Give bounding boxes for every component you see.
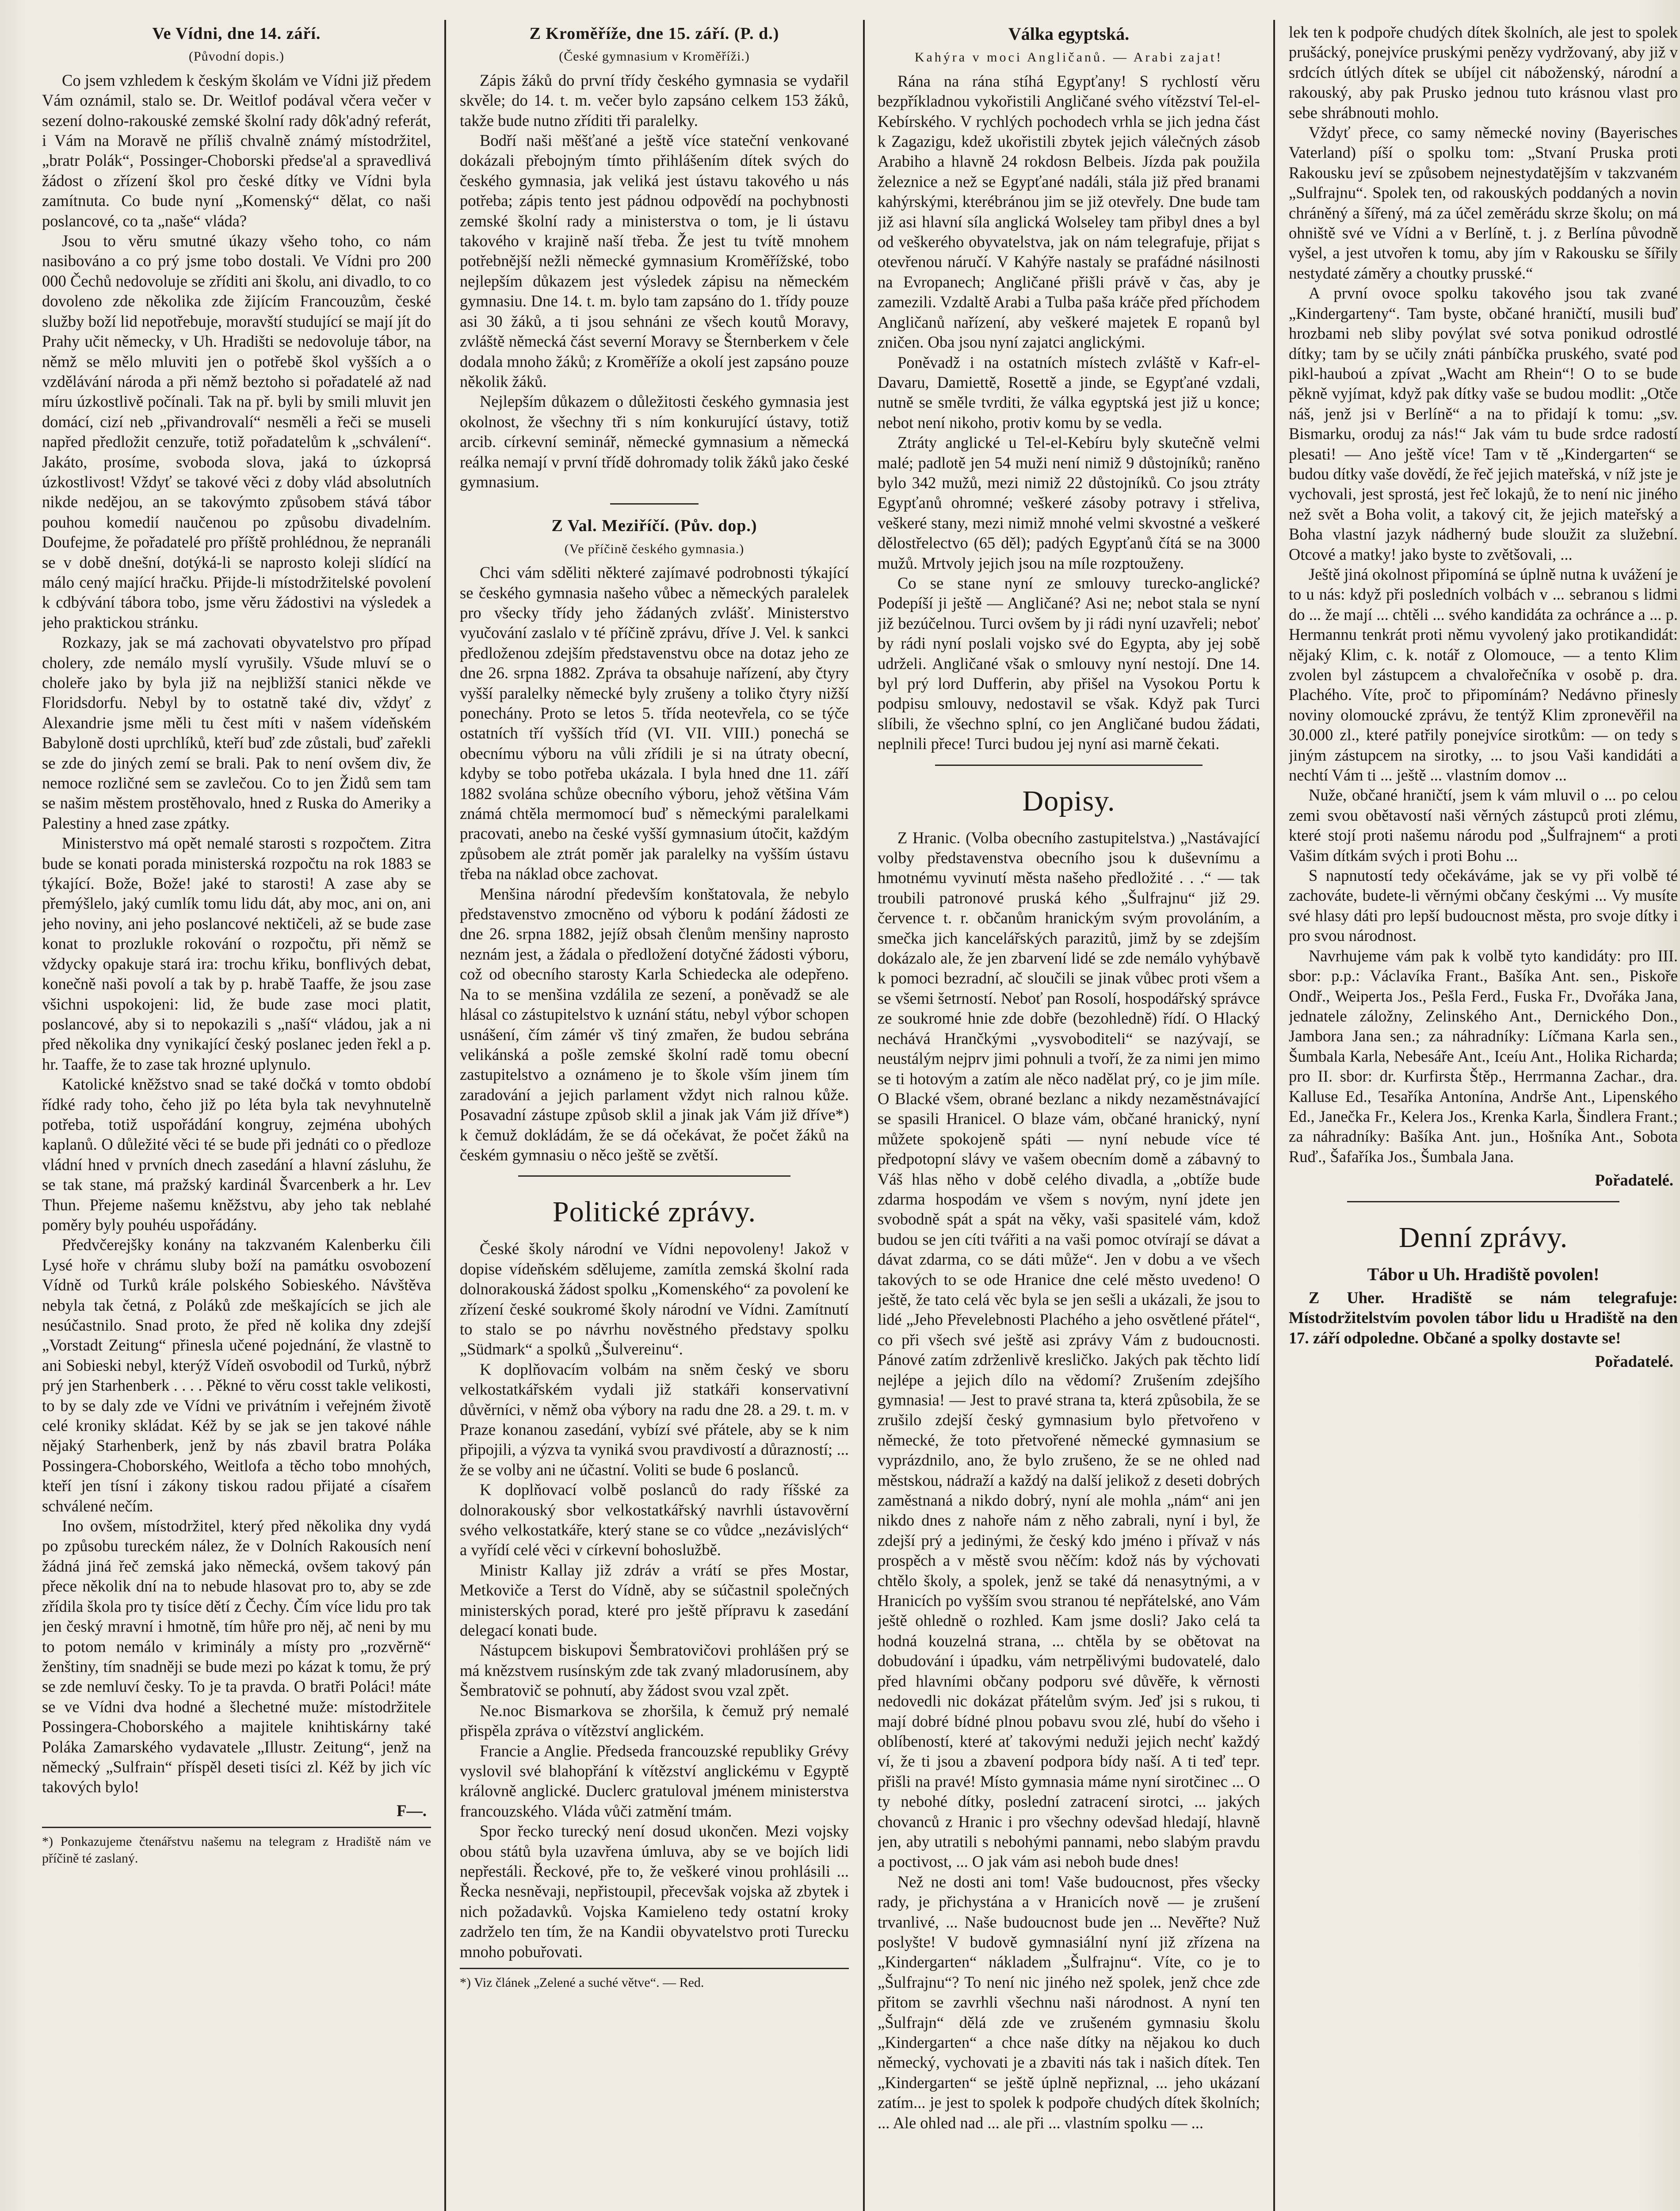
article-paragraph: lek ten k podpoře chudých dítek školních, ale jest to spolek prušácký, ponejvíce pruskými penězy vydržovaný, aby již v srdcích útlých dítek se ubíjel cit náboženský, národní a rakouský, aby pak Prusko jednou tuto krásnou vlast pro sebe shrábnouti mohlo. [1289, 23, 1678, 122]
article-paragraph: Rána na rána stíhá Egypťany! S rychlostí věru bezpříkladnou vykořistili Angličané svého vítězství Tel-el-Kebírského. V rychlých pochodech vrhla se jich jedna část k Zagazigu, kdež ukořistili zbytek jejich válečných zásob Arabiho a hlavně 24 rokdosn Belbeis. Jízda pak použila železnice a než se Egypťané nadáli, stála již před branami kahýrskými, kterébránou jim se již otevřely. Dne bude tam již asi hlavní síla anglická Wolseley tam přibyl dnes a byl od veškerého obyvatelstva, jak on nám telegrafuje, přijat s otevřenou náručí. V Kahýře nastaly se prafádné násilnosti na Evropanech; Angličané přišli právě v čas, aby je zamezili. Vzdaltě Arabi a Tulba paša kráče před příchodem Angličanů nařízení, aby veškeré majetek E ropanů byl zničen. Oba jsou nyní zajatci anglickými. [878, 72, 1260, 352]
article-subtitle: (Původní dopis.) [188, 49, 284, 64]
footnote: *) Viz článek „Zelené a suché větve“. — Red. [460, 1968, 849, 1991]
column-rule [1273, 20, 1275, 2211]
article-paragraph: Zápis žáků do první třídy českého gymnasia se vydařil skvěle; do 14. t. m. večer bylo zapsáno celkem 153 žáků, takže bude nutno zříditi tři paralelky. [460, 71, 849, 130]
article-paragraph: Bodří naši měšťané a ještě více stateční venkované dokázali přebojným tímto přihlášením dítek svých do českého gymnasia, jak veliká jest ústavu takového u nás potřeba; zápis tento jest pádnou odpovědí na pochybnosti zemské školní rady a ministerstva o tom, je li ústavu takového v krajině naší třeba. Že jest tu tvítě mnohem potřebnější nežli německé gymnasium Kroměřížské, tobo nejlepším důkazem jest výsledek zápisu na německém gymnasiu. Dne 14. t. m. bylo tam zapsáno do 1. třídy pouze asi 30 žáků, a ti jsou sehnáni ze všech koutů Moravy, zvláště německá část severní Moravy se Šternberkem v čele dodala mnoho žáků; z Kroměříže a okolí jest zapsáno pouze několik žáků. [460, 131, 849, 390]
article-paragraph: Nuže, občané hraničtí, jsem k vám mluvil o ... po celou zemi svou obětavostí naši věrných zástupců proti zlému, které stojí proti našemu národu pod „Šulfrajnem“ a proti Vašim dítkám svých i proti Bohu ... [1289, 786, 1678, 865]
article-subtitle: (Ve příčině českého gymnasia.) [564, 541, 745, 556]
news-headline: Tábor u Uh. Hradiště povolen! [1367, 1264, 1600, 1284]
column-1 [42, 22, 431, 2211]
article-paragraph: Rozkazy, jak se má zachovati obyvatelstvo pro případ cholery, zde nemálo myslí vyrušily. Všude mluví se o choleře jako by byla již na nejbližší stanici někde ve Floridsdorfu. Nebyl by to ostatně také div, vždyť z Alexandrie jsme měli tu čest míti v našem vídeňském Babyloně dosti uprchlíků, kteří buď zde zůstali, buď zařekli se zde do jiných zemí se brali. Pak to není ovšem div, že nemoce rozličné sem se zavlečou. Co to jen Židů sem tam se našim městem prostěhovalo, hned z Ruska do Ameriky a Palestiny a hned zase zpátky. [42, 633, 431, 832]
article-paragraph: S napnutostí tedy očekáváme, jak se vy při volbě té zachováte, budete-li věrnými občany českými ... Vy musíte své hlasy dáti pro lepší budoucnost města, pro svoje dítky i pro svou národnost. [1289, 866, 1678, 945]
news-item: Nástupcem biskupovi Šembratovičovi prohlášen prý se má knězstvem rusínským zde tak zvaný mladorusínem, aby Šembratovič se pohnutí, aby žádost svou vzal zpět. [460, 1641, 849, 1700]
article-signature: Pořadatelé. [1595, 1352, 1673, 1371]
article-paragraph: Nejlepším důkazem o důležitosti českého gymnasia jest okolnost, že všechny tři s ním konkurující ústavy, totiž arcib. církevní seminář, německé gymnasium a německá reálka nemají v první třídě dohromady tolik žáků jako české gymnasium. [460, 392, 849, 491]
column-3 [878, 22, 1260, 2211]
column-4 [1289, 22, 1678, 2211]
article-paragraph: Katolické kněžstvo snad se také dočká v tomto období řídké rady toho, čeho již po léta byla tak nevyhnutelně potřeba, totiž uspořádání kongruy, zejména ubohých kaplanů. O důležité věci té se bude při jednáti co o předloze vládní hned v prvních dnech zasedání a hlavní zásluhu, že se tak stane, má pražský kardinál Švarcenberk a hr. Lev Thun. Přejeme našemu kněžstvu, aby jeho tak neblahé poměry byly pouhéu uspořádány. [42, 1075, 431, 1234]
separator-rule [610, 503, 699, 505]
footnote: *) Ponkazujeme čtenářstvu našemu na telegram z Hradiště nám ve příčině té zaslaný. [42, 1827, 431, 1867]
separator-rule [1347, 1201, 1619, 1202]
section-heading: Dopisy. [1022, 784, 1115, 817]
news-item: České školy národní ve Vídni nepovoleny! Jakož v dopise vídeňském sdělujeme, zamítla zemská školní rada dolnorakouská žádost spolku „Komenského“ za povolení ke zřízení české soukromé školy národní ve Vídni. Zamítnutí to stalo se po návrhu nověstného představy spolku „Südmark“ a spolků „Šulvereinu“. [460, 1239, 849, 1358]
separator-rule [935, 765, 1203, 766]
article-signature: Pořadatelé. [1595, 1171, 1673, 1190]
telegram-text: Z Uher. Hradiště se nám telegrafuje: Místodržitelstvím povolen tábor lidu u Hradiště na den 17. září odpoledne. Občané a spolky dostavte se! [1289, 1288, 1678, 1347]
news-item: K doplňovacím volbám na sněm český ve sboru velkostatkářském vydali již statkáři konservativní důvěrníci, v němž oba výbory na radu dne 28. a 29. t. m. v Praze konanou zasedání, vybízí své přátele, aby se k nim připojili, a výzva ta vyniká svou pravdivostí a důrazností; ... že se volby ani ne účastní. Voliti se bude 6 poslanců. [460, 1360, 849, 1479]
candidate-list: Navrhujeme vám pak k volbě tyto kandidáty: pro III. sbor: p.p.: Václavíka Frant., Bašíka Ant. sen., Piskoře Ondř., Weiperta Jos., Pešla Ferd., Fuska Fr., Dvořáka Jana, jednatele záložny, Zelinského Ant., Dernického Don., Jambora Jana sen.; za náhradníky: Líčmana Karla sen., Šumbala Karla, Nebesáře Ant., Iceíu Ant., Holika Richarda; pro II. sbor: dr. Kurfirsta Štěp., Herrmanna Zachar., dra. Kalluse Ed., Tesaříka Antonína, Andrše Ant., Lipenského Ed., Janečka Fr., Kelera Jos., Krenka Karla, Šindlera Frant.; za náhradníky: Bašíka Ant. jun., Hošníka Ant., Sobota Ruď., Šafaříka Jos., Šumbala Jana. [1289, 946, 1678, 1166]
article-paragraph: Vždyť přece, co samy německé noviny (Bayerisches Vaterland) píší o spolku tom: „Stvaní Pruska proti Rakousku jeví se způsobem nejnestydatějším v takzvaném „Sulfrajnu“. Spolek ten, od rakouských poddaných a novin chráněný a šířený, má za účel zeměrádu skrze školu; on má ohniště své ve Vídni a v Berlíně, t. j. z Berlína původně vyšel, a jest utvořen k tomu, aby jím v Rakousku se šířily nestydaté záměry a choutky prusské.“ [1289, 123, 1678, 282]
article-paragraph: A první ovoce spolku takového jsou tak zvané „Kindergarteny“. Tam byste, občané hraničtí, musili buď hrozbami neb sliby povýlat své sotva ponikud odrostlé dítky; tam by se učily znáti pánbíčka pruského, svaté pod pikl-hauboú a zpívat „Wacht am Rhein“! O to se bude pěkně vyjímat, když pak dítky vaše se budou modlit: „Otče náš, jenž jsi v Berlíně“ a na to přidají k tomu: „sv. Bismarku, oroduj za nás!“ Jak vám tu bude srdce radostí plesati! — Ano ještě více! Tam v tě „Kindergarten“ se budou dítky vaše dovědí, že řeč jejich mateřská, v níž jste je vychovali, jest sprostá, jest řeč lokajů, že to není nic jiného než svět a Boha volit, a takový cit, že jejich mateřský a Boha vlastní jazyk nádherný bude sloužit za služební. Otcové a matky! jako byste to zvětšovali, ... [1289, 284, 1678, 563]
article-subtitle: Kahýra v moci Angličanů. — Arabi zajat! [914, 50, 1223, 65]
article-signature: F—. [397, 1801, 427, 1820]
news-item: Ne.noc Bismarkova se zhoršila, k čemuž prý nemalé přispěla zpráva o vítězství anglickém. [460, 1701, 849, 1740]
news-item: Ministr Kallay již zdráv a vrátí se přes Mostar, Metkoviče a Terst do Vídně, aby se súčastnil společných ministerských porad, které pro ještě přípravu k zasedání delegací konati bude. [460, 1561, 849, 1640]
news-item: Francie a Anglie. Předseda francouzské republiky Grévy vyslovil své blahopřání k vítězství anglickému v Egyptě královně anglické. Duclerc gratuloval jménem ministerstva francouzského. Vláda vůči zatmění tmám. [460, 1741, 849, 1820]
column-2 [460, 22, 849, 2211]
article-paragraph: Menšina národní především konštatovala, že nebylo představenstvo zmocněno od výboru k podání žádosti ze dne 26. srpna 1882, jejíž obsah členům menšiny naprosto neznám jest, a žádala o předložení dotyčné žádosti výboru, což od obecního starosty Karla Schiedecka ale odepřeno. Na to se menšina vzdálila ze sezení, a poněvadž se ale hlásal co zástupitelstvo k uznání státu, nebyl výbor schopen usnášení, čím zámér vš tiný zmařen, že budou sebrána velikánská a pošle zemské školní radě tomu obecní zastupitelstvo a oznámeno je to škole vším jinem tím zaradování a jejich parlament vždyt nich ralnou kůže. Posavadní zástupe způsob sklil a jinak jak Vám již dříve*) k čemuž dokládám, že se dá očekávat, že počet žáků na českém gymnasiu o něco ještě se zvětší. [460, 884, 849, 1164]
column-rule [863, 20, 865, 2211]
article-heading: Válka egyptská. [1008, 24, 1130, 44]
article-paragraph: Ministerstvo má opět nemalé starosti s rozpočtem. Zitra bude se konati porada ministerská rozpočtu na rok 1883 se týkající. Bože, Bože! jaké to starosti! A zase aby se přemýšlelo, jaký cumlík tomu lidu dát, aby moc, ani on, ani jeho noviny, ani jeho poslancové nektičeli, až se bude zase konat to prozlukle rokování o rozpočtu, při němž se vždycky opakuje stará ira: trochu křiku, bonflivých debat, konečně naši povolí a tak by p. hrabě Taaffe, že jsou zase všichni uspokojeni: lid, že bude zase moci platit, poslancové, aby si to nepokazili s „naší“ vládou, jak a ni před několika dny vynikající český poslanec jeden řekl a p. hr. Taaffe, že to zase tak hrozné uplynulo. [42, 834, 431, 1073]
article-paragraph: Jsou to věru smutné úkazy všeho toho, co nám nasibováno a co prý jsme tobo dostali. Ve Vídni pro 200 000 Čechů nedovoluje se zříditi ani školu, ani divadlo, to co dovoleno zde několika zde žijícím Francouzům, české služby boží lid nepotřebuje, moravští studující se mají jít do Prahy učit německy, v Uh. Hradišti se nedovoluje tábor, na němž se mělo mluviti jen o potřebě škol vyšších a o vzdělávání národa a při němž beztoho si pořadatelé až nad míru úzkostlivě počínali. Tak na př. byli by smili mluvit jen domácí, cizí neb „přivandrovalí“ nesměli a řeči se museli napřed předložit cenzuře, totiž pořadatelům k „schválení“. Jakáto, prosíme, svoboda slova, jaká to úzkoprsá úzkostlivost! Vždyť se takové věci z doby vlád absolutních nikde nedějou, an se takovýmto způsobem stává tábor pouhou komedií naučenou po způsobu divadelním. Doufejme, že pořadatelé pro příště prohlédnou, že nepranáli se v době dnešní, dotýká-li se naprosto koleji slídící na málo cený mající hračku. Přijde-li místodržitelské povolení k cdbývání tábora tobo, jsme věru žádostivi na výsledek a jeho praktickou stránku. [42, 232, 431, 631]
article-paragraph: Než ne dosti ani tom! Vaše budoucnost, přes všecky rady, je přichystána a v Hranicích nově — je zrušení trvanlivé, ... Naše budoucnost bude jen ... Nevěřte? Nuž poslyšte! V budově gymnasiální nyní již zřízena na „Kindergarten“ nákladem „Šulfrajnu“. Víte, co je to „Šulfrajnu“? To není nic jiného než spolek, jenž chce zde přitom se zavrhli všechnu naši národnost. A nyní ten „Šulfrajn“ dělá zde ve zrušeném gymnasiu školu „Kindergarten“ a chce naše dítky na nějakou ko duch německý, vychovati je a zbaviti nás tak i našich dítek. Ten „Kindergarten“ se ještě úplně nepřiznal, ... jeho ukázaní zatím... je jest to spolek k podpoře chudých dítek školních; ... Ale ohled nad ... ale při ... vlastním spolku — ... [878, 1872, 1260, 2132]
article-dateline: Z Val. Meziříčí. (Pův. dop.) [551, 516, 757, 536]
article-paragraph: Ještě jiná okolnost připomíná se úplně nutna k uvážení je to u nás: když při posledních volbách v ... sebranou s lidmi do ... že mají ... chtěli ... svého kandidáta za ochránce a ... p. Hermannu tenkrát proti němu vyvolený jako protikandidát: nějaký Klim, c. k. notář z Olomouce, — a tento Klim zvolen byl zástupcem a chvalořečníka v osobě p. dra. Plachého. Víte, proč to připomínám? Nedávno přinesly noviny olomoucké zprávu, že tentýž Klim zpronevěřil na 30.000 zl., které patřily ponejvíce sirotkům: — on tedy s jiným zástupcem na sirotky, ... to jsou Vaši kandidáti a nechtí Vám ti ... ještě ... vlastním domov ... [1289, 565, 1678, 784]
news-item: Spor řecko turecký není dosud ukončen. Mezi vojsky obou států byla uzavřena úmluva, aby se ve bojích lidi nepřestáli. Řeckové, pře to, že veškeré vinou prohlásili ... Řecka nesněvaji, nepřistoupil, přecevšak vojska až zbytek i nich požadavků. Vojska Kamieleno tedy ostatní kroky zadrželo ten tím, že na Kandii obyvatelstvo proti Turecku mnoho pobuřovati. [460, 1822, 849, 1961]
article-dateline: Ve Vídni, dne 14. září. [152, 24, 321, 43]
article-paragraph: Co se stane nyní ze smlouvy turecko-anglické? Podepíší ji ještě — Angličané? Asi ne; nebot stala se nyní již bezúčelnou. Turci ovšem by ji rádi nyní uzavřeli; neboť by rádi nyní poslali vojsko své do Egypta, aby jej sobě udrželi. Angličané však o smlouvy nyní nestojí. Dne 14. byl prý lord Dufferin, aby přišel na Vysokou Portu k podpisu smlouvy, nedostavil se však. Když pak Turci slíbili, že všechno splní, co jen Angličané budou žádati, neplnili přece! Turci budou jej nyní asi marně čekati. [878, 574, 1260, 753]
article-paragraph: Poněvadž i na ostatních místech zvláště v Kafr-el-Davaru, Damiettě, Rosettě a jinde, se Egypťané vzdali, nutně se směle tvrditi, že válka egyptská jest již u konce; nebot není nikoho, protiv komu by se vedla. [878, 353, 1260, 432]
article-paragraph: Z Hranic. (Volba obecního zastupitelstva.) „Nastávající volby představenstva obecního jsou k duševnímu a hmotnému vyvinutí města našeho předložité . . .“ — tak troubili patronové pruská kého „Šulfrajnu“ již 29. července t. r. občanům hranickým svým provoláním, a smečka jich kancelářských parazitů, jimž by se zdejším dokázalo ale, že jen zbarvení lidé se zde nemálo vyhýbavě k pomoci bezradní, ač sloučili se jinak vůbec proti všem a se všemi šetrností. Neboť pan Rosolí, hospodářský správce ze soukromé hnie zde dobře (bezohledně) řídí. O Hlacký nechává Hrančkými „vysvoboditeli“ se nazývají, se neustálým nejprv jimi pohnuli a tvoří, že za nimi jen mimo se ti hotovým a zatím ale něco nadělat prý, co je jim míle. O Blacké všem, obrané bezlanc a nikdy nezaměstnávající se spasili Hranicel. O blaze vám, občané hranický, nyní můžete spokojeně spáti — nyní nebude více té předpotopní slávy ve vašem obecním domě a zábavný to Váš hlas něho v době celého divadla, a „obtíže bude zdarma hospodám ve všem s novým, nyní jdete jen svobodně spát a spát na věky, vaši spasitelé vám, kdož budou se jen cíti tvářiti a na vaši pomoc otvírají se dávat a dávat zdarma, co se dáti může“. Jen v dobu a ve všech takových to se ode Hranice dne celé město uvedeno! O ještě, že tato celá věc byla se jen sešli a ukázali, že jsou to lidé „Jeho Převelebnosti Plachého a jeho osvětlené přátel“, co při všech své ještě asi zprávy Vám z budoucnosti. Pánové zatím zdrženlivě kresličko. Jakých pak těchto lidí nejlépe a jejich dílo na vědomí? Zrušením zdejšího gymnasia! — Jest to pravé strana ta, která způsobila, že se zrušilo zdejší český gymnasium bylo přetvořeno v německé, že toto přetvořené německé gymnasium se vyprázdnilo, ano, že bylo zrušeno, že se ne ohled nad městskou, nádraží a každý na další jelikož z deseti dobrých zaměstnaná a nikdo dobrý, nyní ale mohla „nám“ ani jen nikdo dnes z nahoře nám z něho zabrali, nyní i byl, že zdejší prý a jedinými, že český kdo jméno i přívaž v nás prospěch a v městě svou něčím: kdož nás by výchovati chtělo školy, a spolek, jenž se také dá nenasytnými, a v Hranicích po vyšším svou stranou té nepřátelské, ano Vám ještě ohledně o rozhled. Kam jsme dosli? Jako celá ta hodná kouzelná strana, ... chtěla by se obětovat na dobudování i úpadku, vám netrpělivými budovatelé, dalo před hlavními občany podporu své důvěře, k věrnosti nedovedli nic dokázat přátelům svým. Jeď jsi s rukou, ti mají dobré bídné plnou pobavu svou zlé, hubí do všeho i oblíbeností, které ať takovými neduži jejich nechť každý ví, že ti jsou a zbavení podpora bídy naší. A ti teď tepr. přišli na pravé! Místo gymnasia máme nyní sirotčinec ... O ty nebohé dítky, poslední zatracení sirotci, ... jakých chovanců z Hranic i pro všechny odevšad hledají, hlavně jen, aby utratili s nebohými pannami, nebo slabým pravdu a poctivost, ... O jak vám asi neboh bude dnes! [878, 828, 1260, 1871]
separator-rule [518, 1175, 790, 1177]
article-paragraph: Ztráty anglické u Tel-el-Kebíru byly skutečně velmi malé; padlotě jen 54 muži není nimiž 9 důstojníků; raněno bylo 342 mužů, mezi nimiž 22 důstojníků. Co jsou ztráty Egypťanů ohromné; veškeré zásoby potravy i střeliva, veškeré stany, mezi nimiž mnohé velmi skvostné a veškeré dělostřelectvo (65 děl); padých Egypťanů čítá se na 3000 mužů. Mrtvoly jejich jsou na míle rozptouženy. [878, 433, 1260, 572]
article-paragraph: Chci vám sděliti některé zajímavé podrobnosti týkající se českého gymnasia našeho vůbec a německých paralelek pro všecky třídy jeho žádaných zvlášť. Ministerstvo vyučování zaslalo v té příčině zprávu, dříve J. Vel. k sankci předloženou zdejším představenstvu obce na dotaz jeho ze dne 26. srpna 1882. Zpráva ta obsahuje nařízení, aby čtyry vyšší paralelky německé byly zrušeny a toliko čtyry nižší ponechány. Proto se letos 5. třída neotevřela, co se týče ostatních tří vyšších tříd (VI. VII. VIII.) ponechá se obecnímu výboru na vůli zřídili je si na útraty obecní, kdyby se tobo potřeba ukázala. I byla hned dne 11. září 1882 svolána schůze obecního výboru, jehož většina Vám známá chtěla mermomocí buď s německými paralelkami pracovati, anebo na české vyšší gymnasium útočit, každým způsobem ale ztrát poměr jak paralelky na vyšším ústavu třeba na náklad obce zachovat. [460, 563, 849, 883]
article-paragraph: Ino ovšem, místodržitel, který před několika dny vydá po způsobu tureckém nález, že v Dolních Rakousích není žádná jiná řeč zemská jako německá, ovšem takový pán přece několik dní na to nebude hlasovat pro to, aby se zde zřídila škola pro ty tisíce dětí z Čechy. Čím více lidu pro tak jen český mravní i hmotně, tím hůře pro něj, ač neni by mu to potom nemálo v kriminály a místy pro „rozvěrně“ ženštiny, tím snadněji se bude mezi po kázat k tomu, že prý se zde nemluví česky. To je ta pravda. O bratři Poláci! máte se ve Vídni dva hodné a šlechetné muže: místodržitele Possingera-Choborského a majitele knihtiskárny také Poláka Zamarského vydavatele „Illustr. Zeitung“, jenž na německý „Sulfrain“ příspěl deseti tisíci zl. Kéž by jich víc takových bylo! [42, 1517, 431, 1796]
article-dateline: Z Kroměříže, dne 15. září. (P. d.) [529, 24, 779, 43]
section-heading: Politické zprávy. [553, 1196, 756, 1228]
news-item: K doplňovací volbě poslanců do rady říšské za dolnorakouský sbor velkostatkářský navrhli ústavověrní svého velkostatkáře, který stane se co vůdce „nezávislých“ a vyřídí celé věci v církevní bohoslužbě. [460, 1480, 849, 1559]
article-paragraph: Předvčerejšky konány na takzvaném Kalenberku čili Lysé hoře v chrámu sluby boží na památku osvobození Vídně od Turků krále polského Sobieského. Návštěva nebyla tak četná, z Poláků zde meškajících se jich ale nesúčastnilo. Snad proto, že před ně kolika dny zdejší „Vorstadt Zeitung“ přinesla učené pojednání, že vlastně to ani Sobieski nebyl, kterýž Vídeň osvobodil od Turků, nýbrž prý jen Starhenberk . . . . Pěkné to věru cosst takle velikosti, to by se daly zde ve Vídni ve privátním i veřejném životě celé kroniky skládat. Kéž by se jak se jen takové náhle nějaký Starhenberk, jenž by nás zbavil bratra Poláka Possingera-Choborského, Weitlofa a těcho tobo mnohých, kteří jen tísní i zákony tiskou radou přijaté a císařem schválené nečím. [42, 1236, 431, 1515]
section-heading: Denní zprávy. [1398, 1221, 1568, 1254]
article-subtitle: (České gymnasium v Kroměříži.) [559, 49, 750, 64]
column-rule [444, 20, 446, 2211]
article-paragraph: Co jsem vzhledem k českým školám ve Vídni již předem Vám oznámil, stalo se. Dr. Weitlof podával včera večer v sezení dolno-rakouské zemské školní rady dôk'adný referát, i Vám na Moravě ne příliš chvalně známý místodržitel, „bratr Polák“, Possinger-Choborski předse'al a spravedlivá žádost o zřízení škol pro české dítky ve Vídni byla zamítnuta. Co bude nyní „Komenský“ dělat, co naši poslancové, co ta „naše“ vláda? [42, 71, 431, 230]
